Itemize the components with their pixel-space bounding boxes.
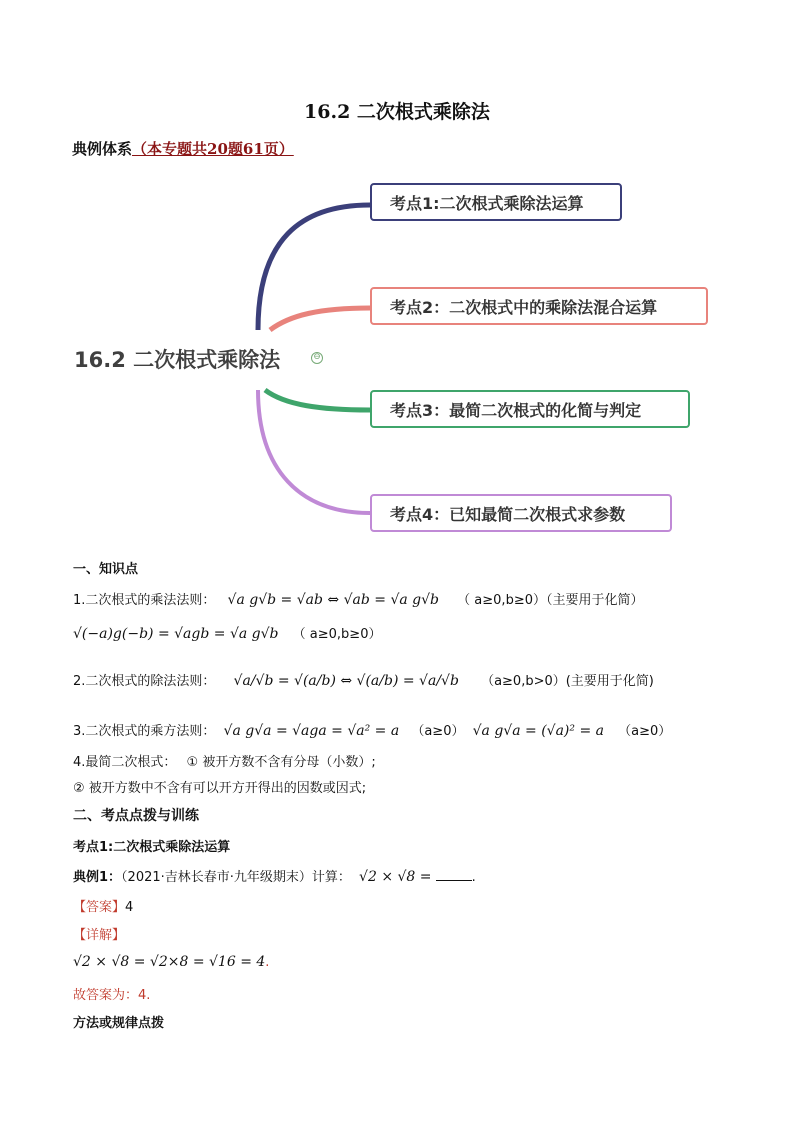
page-title: 16.2 二次根式乘除法: [304, 101, 490, 123]
rule-multiplication-condition: （ a≥0,b≥0）（主要用于化简）: [457, 593, 644, 608]
rule-power: 3.二次根式的乘方法则： √a g√a = √aga = √a² = a （a≥0） √a g√a = (√a)² = a （a≥0）: [73, 723, 672, 739]
branch-3: [265, 390, 370, 410]
method-heading: 方法或规律点拨: [73, 1016, 165, 1031]
rule-multiplication-negative: √(−a)g(−b) = √agb = √a g√b （ a≥0,b≥0）: [73, 626, 382, 642]
subtitle-count: （本专题共20题61页）: [132, 140, 294, 158]
conclusion-line: 故答案为：4.: [73, 988, 151, 1003]
rule-multiplication-formula: √a g√b = √ab ⇔ √ab = √a g√b: [227, 592, 440, 608]
mindmap-root: 16.2 二次根式乘除法: [74, 348, 281, 372]
rule-division-condition: （a≥0,b>0）(主要用于化简): [481, 674, 654, 689]
solution-line: √2 × √8 = √2×8 = √16 = 4.: [73, 954, 270, 970]
branch-2: [270, 308, 370, 330]
detail-tag: 【详解】: [73, 928, 126, 943]
mindmap-node-2: 考点2：二次根式中的乘除法混合运算: [370, 287, 708, 325]
answer-line: 【答案】4: [73, 900, 134, 915]
section-training: 二、考点点拨与训练: [73, 808, 199, 824]
mindmap-node-4: 考点4：已知最简二次根式求参数: [370, 494, 672, 532]
rule-simplest: 4.最简二次根式： ① 被开方数不含有分母（小数）;: [73, 755, 376, 770]
mindmap-node-1: 考点1:二次根式乘除法运算: [370, 183, 622, 221]
rule-division-formula: √a/√b = √(a/b) ⇔ √(a/b) = √a/√b: [233, 673, 459, 689]
subtitle-prefix: 典例体系: [72, 140, 133, 158]
section-knowledge: 一、知识点: [73, 562, 139, 577]
rule-division: 2.二次根式的除法法则： √a/√b = √(a/b) ⇔ √(a/b) = √a/√b （a≥0,b>0）(主要用于化简): [73, 673, 654, 689]
subtitle: [72, 138, 294, 159]
collapse-icon[interactable]: ⊖: [311, 352, 323, 364]
rule-multiplication: 1.二次根式的乘法法则： √a g√b = √ab ⇔ √ab = √a g√b （ a≥0,b≥0）（主要用于化简）: [73, 592, 644, 608]
mindmap-node-3: 考点3：最简二次根式的化简与判定: [370, 390, 690, 428]
rule-simplest-item2: ② 被开方数中不含有可以开方开得出的因数或因式;: [73, 781, 367, 796]
example-1: 典例1：（2021·吉林长春市·九年级期末）计算： √2 × √8 = .: [73, 869, 476, 885]
answer-blank: [436, 880, 472, 881]
kp1-heading: 考点1:二次根式乘除法运算: [73, 840, 231, 855]
